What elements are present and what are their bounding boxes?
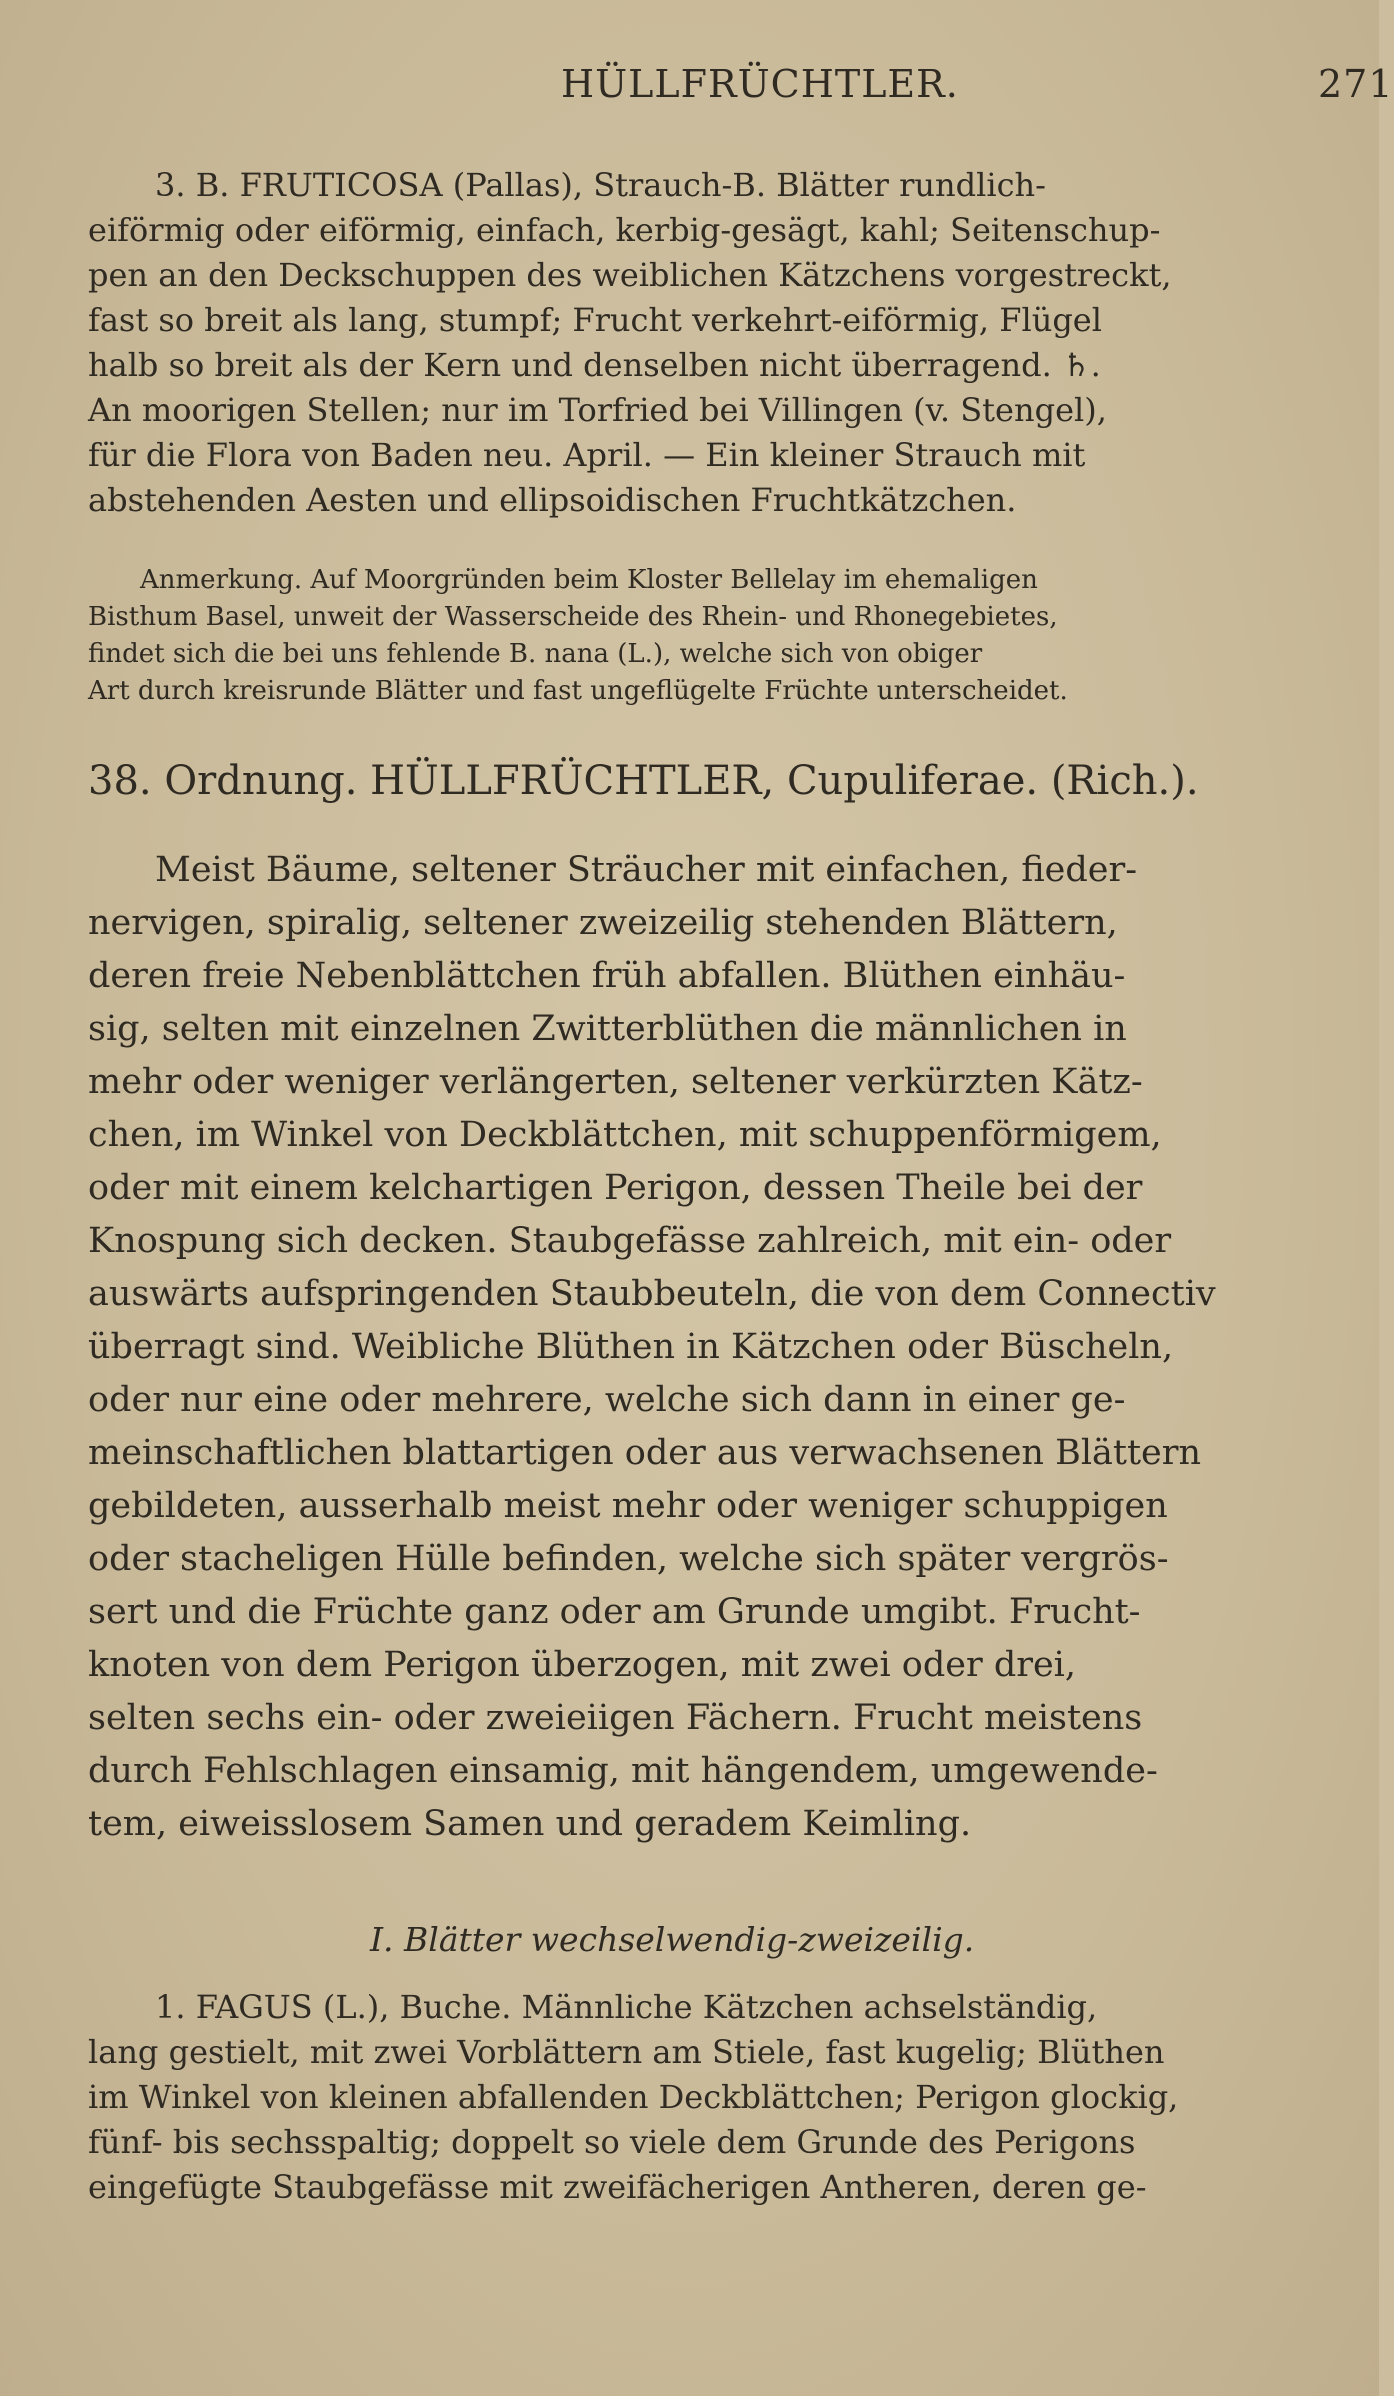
description-line: knoten von dem Perigon überzogen, mit zwei oder drei, bbox=[88, 1645, 1076, 1685]
order-heading: 38. Ordnung. HÜLLFRÜCHTLER, Cupuliferae. (Rich.). bbox=[88, 758, 1199, 804]
description-line: selten sechs ein- oder zweieiigen Fächern. Frucht meistens bbox=[88, 1698, 1143, 1738]
genus-line: eingefügte Staubgefässe mit zweifächerigen Antheren, deren ge- bbox=[88, 2168, 1147, 2206]
note-line: findet sich die bei uns fehlende B. nana (L.), welche sich von obiger bbox=[88, 639, 983, 669]
description-line: auswärts aufspringenden Staubbeuteln, die von dem Connectiv bbox=[88, 1274, 1216, 1314]
running-title: HÜLLFRÜCHTLER. bbox=[561, 62, 959, 106]
description-line: oder stacheligen Hülle befinden, welche sich später vergrös- bbox=[88, 1539, 1169, 1579]
description-line: mehr oder weniger verlängerten, seltener verkürzten Kätz- bbox=[88, 1062, 1143, 1102]
subsection-heading: I. Blätter wechselwendig-zweizeilig. bbox=[370, 1920, 975, 1959]
description-line: Knospung sich decken. Staubgefässe zahlreich, mit ein- oder bbox=[88, 1221, 1172, 1261]
species-line: abstehenden Aesten und ellipsoidischen Fruchtkätzchen. bbox=[88, 481, 1017, 519]
description-line: sig, selten mit einzelnen Zwitterblüthen die männlichen in bbox=[88, 1009, 1127, 1049]
genus-line: lang gestielt, mit zwei Vorblättern am Stiele, fast kugelig; Blüthen bbox=[88, 2033, 1165, 2071]
species-line: An moorigen Stellen; nur im Torfried bei Villingen (v. Stengel), bbox=[88, 391, 1107, 429]
description-line: deren freie Nebenblättchen früh abfallen. Blüthen einhäu- bbox=[88, 956, 1126, 996]
species-line: 3. B. FRUTICOSA (Pallas), Strauch-B. Blätter rundlich- bbox=[155, 166, 1046, 204]
description-line: nervigen, spiralig, seltener zweizeilig stehenden Blättern, bbox=[88, 903, 1118, 943]
species-line: fast so breit als lang, stumpf; Frucht verkehrt-eiförmig, Flügel bbox=[88, 301, 1102, 339]
description-line: oder mit einem kelchartigen Perigon, dessen Theile bei der bbox=[88, 1168, 1143, 1208]
description-line: oder nur eine oder mehrere, welche sich dann in einer ge- bbox=[88, 1380, 1126, 1420]
genus-line: im Winkel von kleinen abfallenden Deckblättchen; Perigon glockig, bbox=[88, 2078, 1179, 2116]
description-line: Meist Bäume, seltener Sträucher mit einfachen, fieder- bbox=[155, 850, 1138, 890]
description-line: meinschaftlichen blattartigen oder aus verwachsenen Blättern bbox=[88, 1433, 1201, 1473]
description-line: sert und die Früchte ganz oder am Grunde umgibt. Frucht- bbox=[88, 1592, 1141, 1632]
note-line: Anmerkung. Auf Moorgründen beim Kloster Bellelay im ehemaligen bbox=[140, 565, 1038, 595]
species-line: halb so breit als der Kern und denselben nicht überragend. ♄. bbox=[88, 346, 1101, 384]
note-line: Art durch kreisrunde Blätter und fast ungeflügelte Früchte unterscheidet. bbox=[88, 676, 1068, 706]
description-line: gebildeten, ausserhalb meist mehr oder weniger schuppigen bbox=[88, 1486, 1168, 1526]
species-line: eiförmig oder eiförmig, einfach, kerbig-gesägt, kahl; Seitenschup- bbox=[88, 211, 1161, 249]
genus-line: 1. FAGUS (L.), Buche. Männliche Kätzchen achselständig, bbox=[155, 1988, 1098, 2026]
description-line: tem, eiweisslosem Samen und geradem Keimling. bbox=[88, 1804, 972, 1844]
description-line: durch Fehlschlagen einsamig, mit hängendem, umgewende- bbox=[88, 1751, 1158, 1791]
genus-line: fünf- bis sechsspaltig; doppelt so viele dem Grunde des Perigons bbox=[88, 2123, 1136, 2161]
species-line: für die Flora von Baden neu. April. — Ein kleiner Strauch mit bbox=[88, 436, 1086, 474]
description-line: chen, im Winkel von Deckblättchen, mit schuppenförmigem, bbox=[88, 1115, 1162, 1155]
note-line: Bisthum Basel, unweit der Wasserscheide des Rhein- und Rhonegebietes, bbox=[88, 602, 1058, 632]
description-line: überragt sind. Weibliche Blüthen in Kätzchen oder Büscheln, bbox=[88, 1327, 1174, 1367]
page-number: 271 bbox=[1318, 62, 1394, 106]
species-line: pen an den Deckschuppen des weiblichen Kätzchens vorgestreckt, bbox=[88, 256, 1172, 294]
